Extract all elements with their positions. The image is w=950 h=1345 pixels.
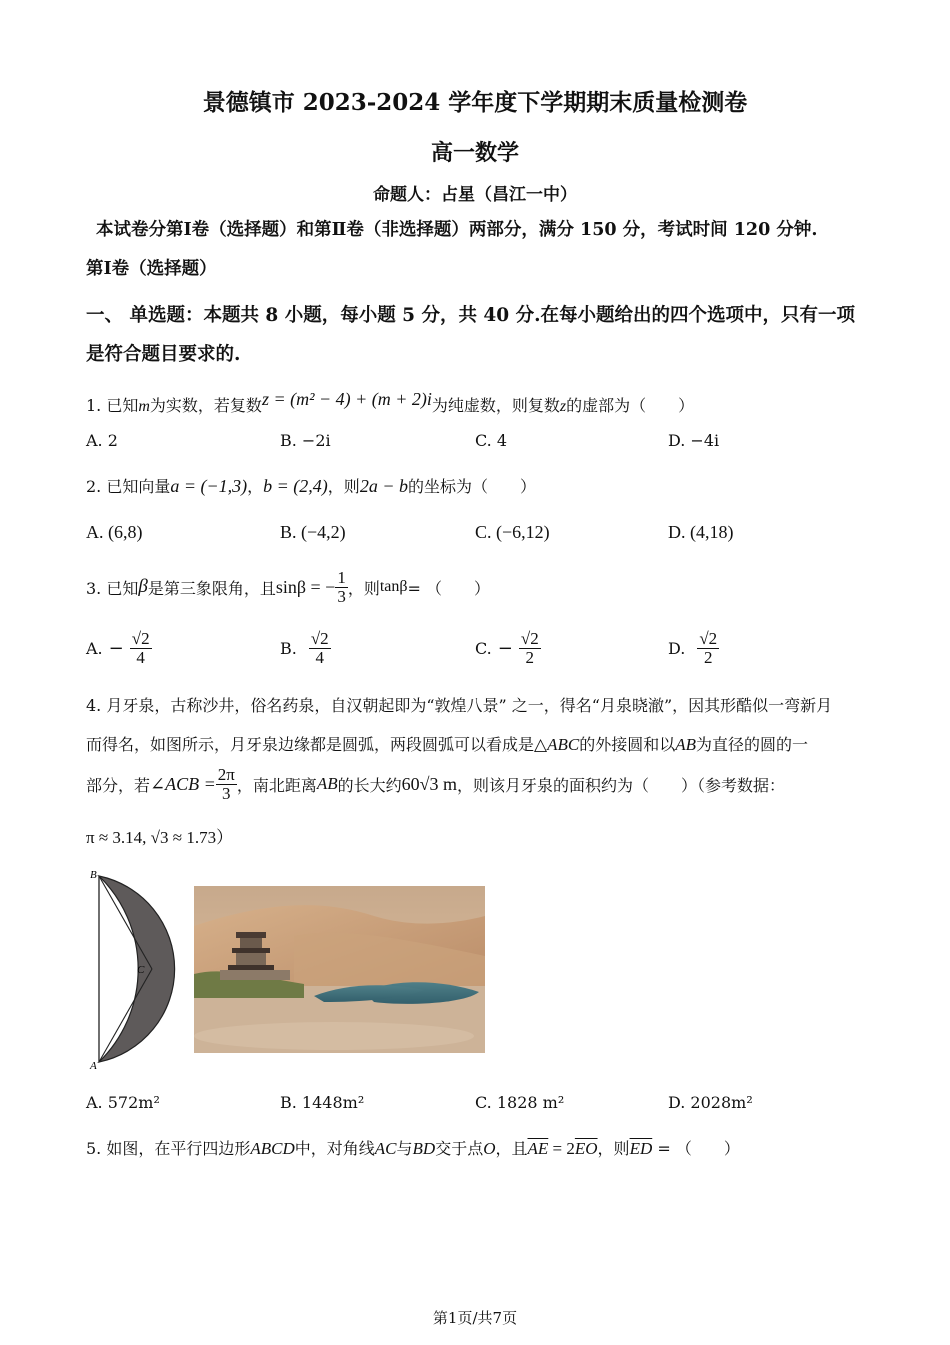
- q4-line3: [86, 760, 785, 808]
- q5-abcd: ABCD: [250, 1139, 295, 1158]
- q3-option-d-label: D.: [668, 638, 686, 658]
- q1-text3: 的虚部为（ ）: [566, 396, 695, 415]
- question-5: [86, 1136, 740, 1159]
- q3-option-d-denominator: 2: [704, 647, 713, 667]
- q4-line2-part-b: 的外接圆和以: [579, 735, 676, 754]
- label-c: C: [137, 964, 145, 976]
- q4-line1: 4. 月牙泉，古称沙井，俗名药泉，自汉朝起即为“敦煌八景” 之一，得名“月泉晓澈”，因其形酷似一弯新月: [86, 696, 833, 715]
- q3-option-c: [475, 622, 541, 674]
- q5-text1: 中，对角线: [294, 1139, 375, 1158]
- q5-vector-ed: $\overline{ED}$: [629, 1139, 653, 1158]
- q1-option-c: C. 4: [475, 431, 508, 450]
- q2-vector-a: a = (−1,3): [170, 476, 248, 496]
- q2-option-c: C. (−6,12): [475, 522, 550, 542]
- q5-equals-2: = 2: [548, 1139, 575, 1158]
- q3-sin-fraction: [335, 569, 348, 606]
- q4-line3-part-d: ，则该月牙泉的面积约为（ ）（参考数据：: [457, 775, 786, 795]
- q3-option-d-fraction: [697, 630, 719, 667]
- q3-option-a: [86, 622, 152, 674]
- q5-o: O: [483, 1139, 496, 1158]
- q3-option-b-denominator: 4: [315, 647, 325, 667]
- q3-option-b-fraction: [309, 630, 331, 667]
- q5-text2: 与: [396, 1139, 413, 1158]
- q3-option-b-label: B.: [280, 638, 297, 658]
- q1-text1: 为实数，若复数: [149, 396, 262, 415]
- q1-option-d: D. −4i: [668, 431, 720, 450]
- q3-text2: ，则: [347, 578, 380, 598]
- author-line: 命题人：占星（昌江一中）: [373, 185, 577, 205]
- q2-option-a: A. (6,8): [86, 522, 143, 542]
- q4-angle-denominator: 3: [222, 783, 231, 803]
- q2-option-b: B. (−4,2): [280, 522, 346, 542]
- q1-text2: 为纯虚数，则复数: [431, 396, 560, 415]
- q4-ab-2: AB: [316, 774, 338, 793]
- q3-prefix: 3. 已知: [86, 578, 139, 598]
- crescent-lake-photo: [194, 886, 485, 1053]
- q3-option-a-denominator: 4: [136, 647, 145, 667]
- q4-line2-part-a: 而得名，如图所示，月牙泉边缘都是圆弧，两段圆弧可以看成是: [86, 735, 535, 754]
- q2-text1: ，则: [327, 477, 360, 496]
- q5-text6: = （ ）: [652, 1139, 740, 1158]
- q3-option-d: [668, 622, 719, 674]
- q4-line3-part-a: 部分，若: [86, 775, 151, 795]
- q4-line2: [86, 732, 808, 755]
- q2-prefix: 2. 已知向量: [86, 477, 171, 496]
- section1-instructions-line2: 是符合题目要求的.: [86, 344, 241, 365]
- q3-beta: β: [138, 576, 148, 597]
- q3-tan-expression: tanβ: [379, 578, 408, 595]
- q3-option-c-fraction: [519, 630, 541, 667]
- q3-option-b: [280, 622, 331, 674]
- q3-sin-denominator: 3: [337, 586, 346, 606]
- q4-option-a: A. 572m²: [86, 1093, 160, 1112]
- q1-var-m: m: [138, 398, 150, 415]
- q4-reference-data: π ≈ 3.14, √3 ≈ 1.73）: [86, 828, 234, 847]
- q3-option-a-numerator: √2: [131, 628, 150, 648]
- exam-title: 景德镇市 2023-2024 学年度下学期期末质量检测卷: [202, 89, 748, 116]
- q1-option-a: A. 2: [86, 431, 118, 450]
- q4-option-d: D. 2028m²: [668, 1093, 753, 1112]
- q3-option-b-numerator: √2: [310, 628, 329, 648]
- q3-option-c-label: C.: [475, 638, 492, 658]
- q3-option-a-label: A.: [86, 638, 103, 658]
- question-2: [86, 474, 536, 497]
- q2-expression: 2a − b: [359, 476, 408, 496]
- q5-bd: BD: [412, 1139, 436, 1158]
- q3-option-a-fraction: [130, 630, 152, 667]
- q4-option-b: B. 1448m²: [280, 1093, 365, 1112]
- q5-text5: ，则: [597, 1139, 630, 1158]
- q4-line2-part-c: 为直径的圆的一: [696, 735, 809, 754]
- q5-vector-ae: $\overline{AE}$: [527, 1139, 549, 1158]
- q4-line3-part-b: ，南北距离: [236, 775, 317, 795]
- label-b: B: [90, 869, 97, 881]
- q4-angle-numerator: 2π: [217, 764, 235, 784]
- question-3: [86, 562, 490, 612]
- q3-text3: = （ ）: [407, 578, 491, 598]
- q2-option-d: D. (4,18): [668, 522, 734, 542]
- q5-ac: AC: [374, 1139, 397, 1158]
- q3-sin-numerator: 1: [337, 567, 346, 587]
- q1-option-b: B. −2i: [280, 431, 331, 450]
- exam-intro: 本试卷分第Ⅰ卷（选择题）和第Ⅱ卷（非选择题）两部分，满分 150 分，考试时间 120 分钟.: [96, 220, 818, 240]
- q3-option-c-numerator: √2: [520, 628, 539, 648]
- q2-separator: ，: [247, 477, 264, 496]
- q4-triangle: △ABC: [534, 735, 580, 754]
- q1-var-z: z: [559, 398, 567, 415]
- q5-text3: 交于点: [435, 1139, 484, 1158]
- q4-angle-fraction: [216, 766, 237, 803]
- subject-title: 高一数学: [430, 140, 519, 166]
- q4-option-c: C. 1828 m²: [475, 1093, 565, 1112]
- q3-option-c-sign: −: [497, 637, 513, 659]
- section1-instructions-line1: 一、 单选题：本题共 8 小题，每小题 5 分，共 40 分.在每小题给出的四个选项中，只有一项: [86, 305, 856, 326]
- page-number: 第1页/共7页: [432, 1309, 518, 1327]
- q3-option-c-denominator: 2: [525, 647, 535, 667]
- q2-text2: 的坐标为（ ）: [407, 477, 536, 496]
- q4-angle: ∠ACB =: [150, 773, 216, 794]
- q4-ab: AB: [675, 735, 696, 754]
- q4-line3-part-c: 的长大约: [337, 775, 402, 795]
- q5-vector-eo: $\overline{EO}$: [574, 1139, 598, 1158]
- q4-distance: 60√3 m: [401, 773, 458, 794]
- q5-prefix: 5. 如图，在平行四边形: [86, 1139, 251, 1158]
- q3-sin-expression: sinβ = −: [275, 576, 336, 597]
- label-a: A: [90, 1060, 97, 1072]
- part1-heading: 第Ⅰ卷（选择题）: [86, 259, 217, 279]
- q3-option-d-numerator: √2: [699, 628, 718, 648]
- q3-text1: 是第三象限角，且: [147, 578, 276, 598]
- crescent-moon-diagram: [86, 866, 198, 1076]
- q1-formula: z = (m² − 4) + (m + 2)i: [261, 389, 432, 409]
- q1-prefix: 1. 已知: [86, 396, 139, 415]
- question-1: [86, 389, 695, 416]
- q5-text4: ，且: [495, 1139, 528, 1158]
- q2-vector-b: b = (2,4): [263, 476, 328, 496]
- q3-option-a-sign: −: [108, 637, 124, 659]
